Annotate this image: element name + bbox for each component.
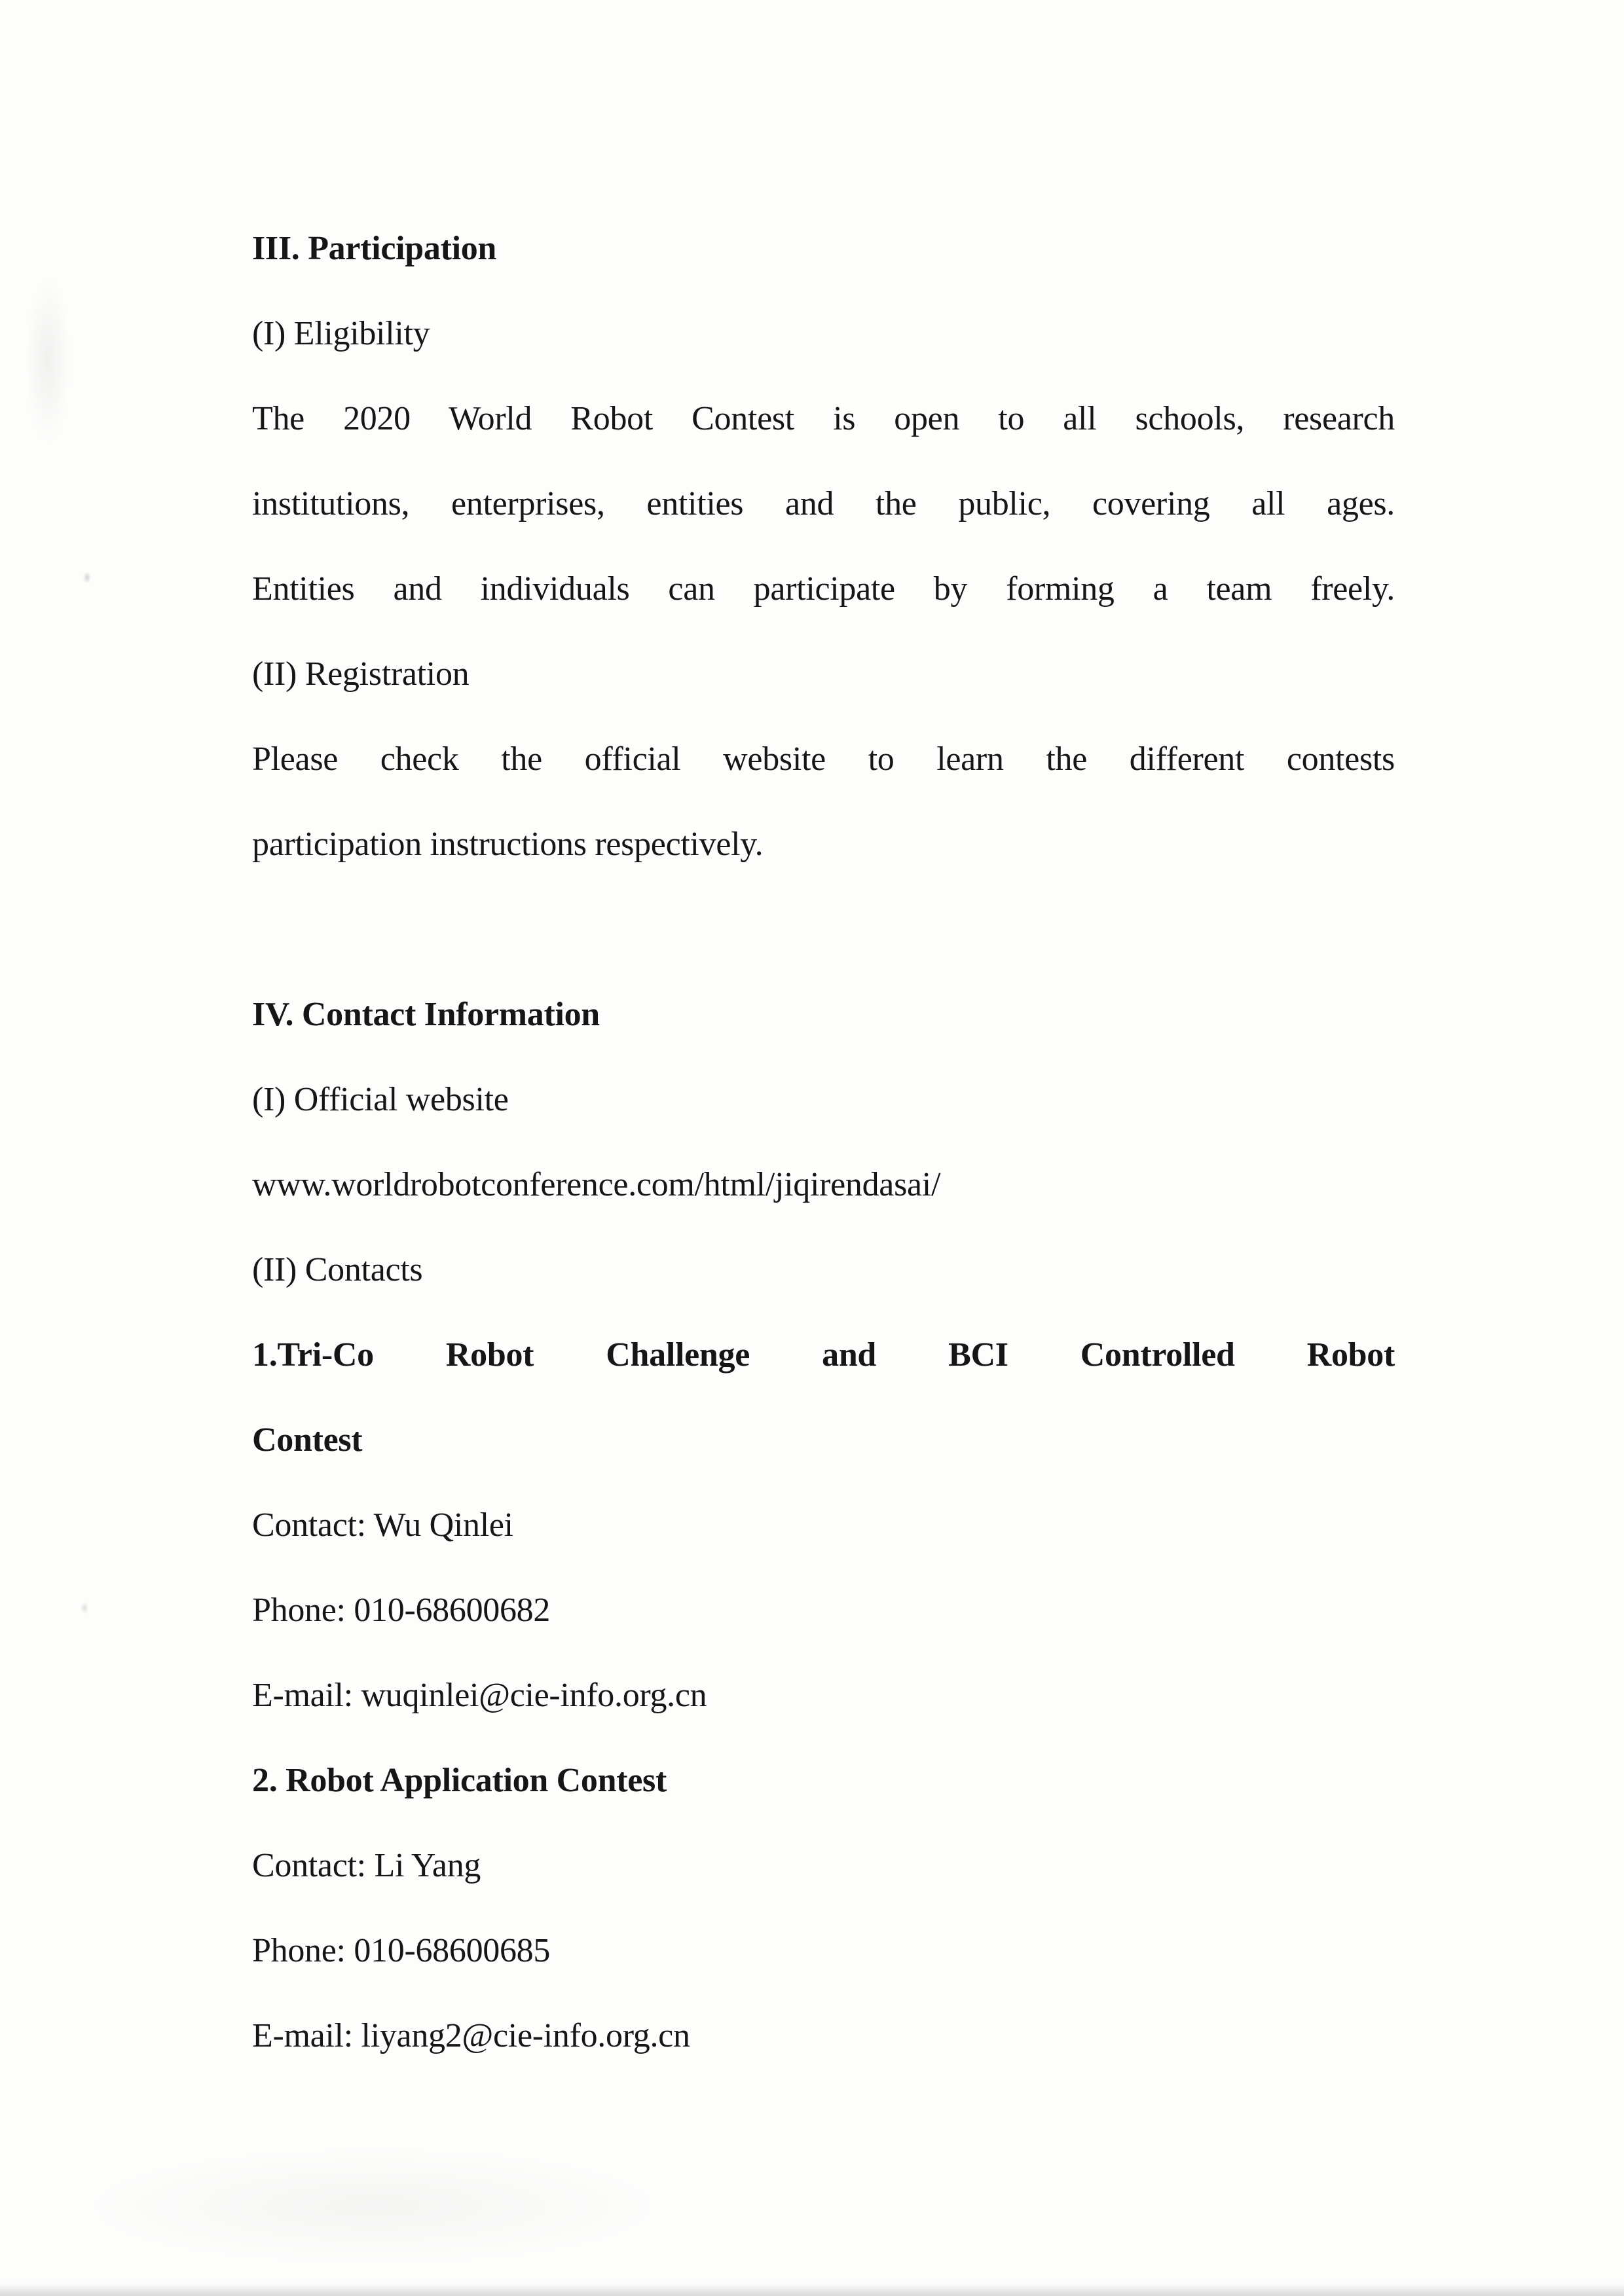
subheading-contacts: (II) Contacts (252, 1251, 423, 1288)
subheading-registration: (II) Registration (252, 655, 470, 693)
contact1-phone: Phone: 010-68600682 (252, 1592, 551, 1629)
contact1-heading-line-1: 1.Tri-Co Robot Challenge and BCI Controlled Robot (252, 1336, 1395, 1374)
contact2-email: E-mail: liyang2@cie-info.org.cn (252, 2017, 690, 2054)
contact2-name: Contact: Li Yang (252, 1847, 481, 1884)
eligibility-paragraph-line-3: Entities and individuals can participate by forming a team freely. (252, 570, 1395, 608)
eligibility-paragraph-line-1: The 2020 World Robot Contest is open to all schools, research (252, 400, 1395, 437)
eligibility-paragraph-line-2: institutions, enterprises, entities and the public, covering all ages. (252, 485, 1395, 522)
scan-edge-shadow (0, 2283, 1624, 2296)
registration-paragraph-line-1: Please check the official website to learn the different contests (252, 740, 1395, 778)
contact2-heading: 2. Robot Application Contest (252, 1762, 667, 1799)
official-website-url: www.worldrobotconference.com/html/jiqirendasai/ (252, 1166, 941, 1203)
scan-artifact (83, 571, 92, 584)
scan-artifact (80, 1601, 89, 1614)
document-text-block (252, 206, 1395, 2079)
contact2-phone: Phone: 010-68600685 (252, 1932, 551, 1969)
registration-paragraph-line-2: participation instructions respectively. (252, 826, 764, 863)
scan-artifact (25, 275, 71, 445)
subheading-eligibility: (I) Eligibility (252, 315, 430, 352)
section-heading-contact-information: IV. Contact Information (252, 996, 600, 1033)
contact1-email: E-mail: wuqinlei@cie-info.org.cn (252, 1677, 707, 1714)
contact1-heading-line-2: Contest (252, 1421, 363, 1459)
subheading-official-website: (I) Official website (252, 1081, 509, 1118)
scan-artifact (79, 2147, 668, 2265)
section-heading-participation: III. Participation (252, 230, 497, 267)
contact1-name: Contact: Wu Qinlei (252, 1506, 513, 1544)
